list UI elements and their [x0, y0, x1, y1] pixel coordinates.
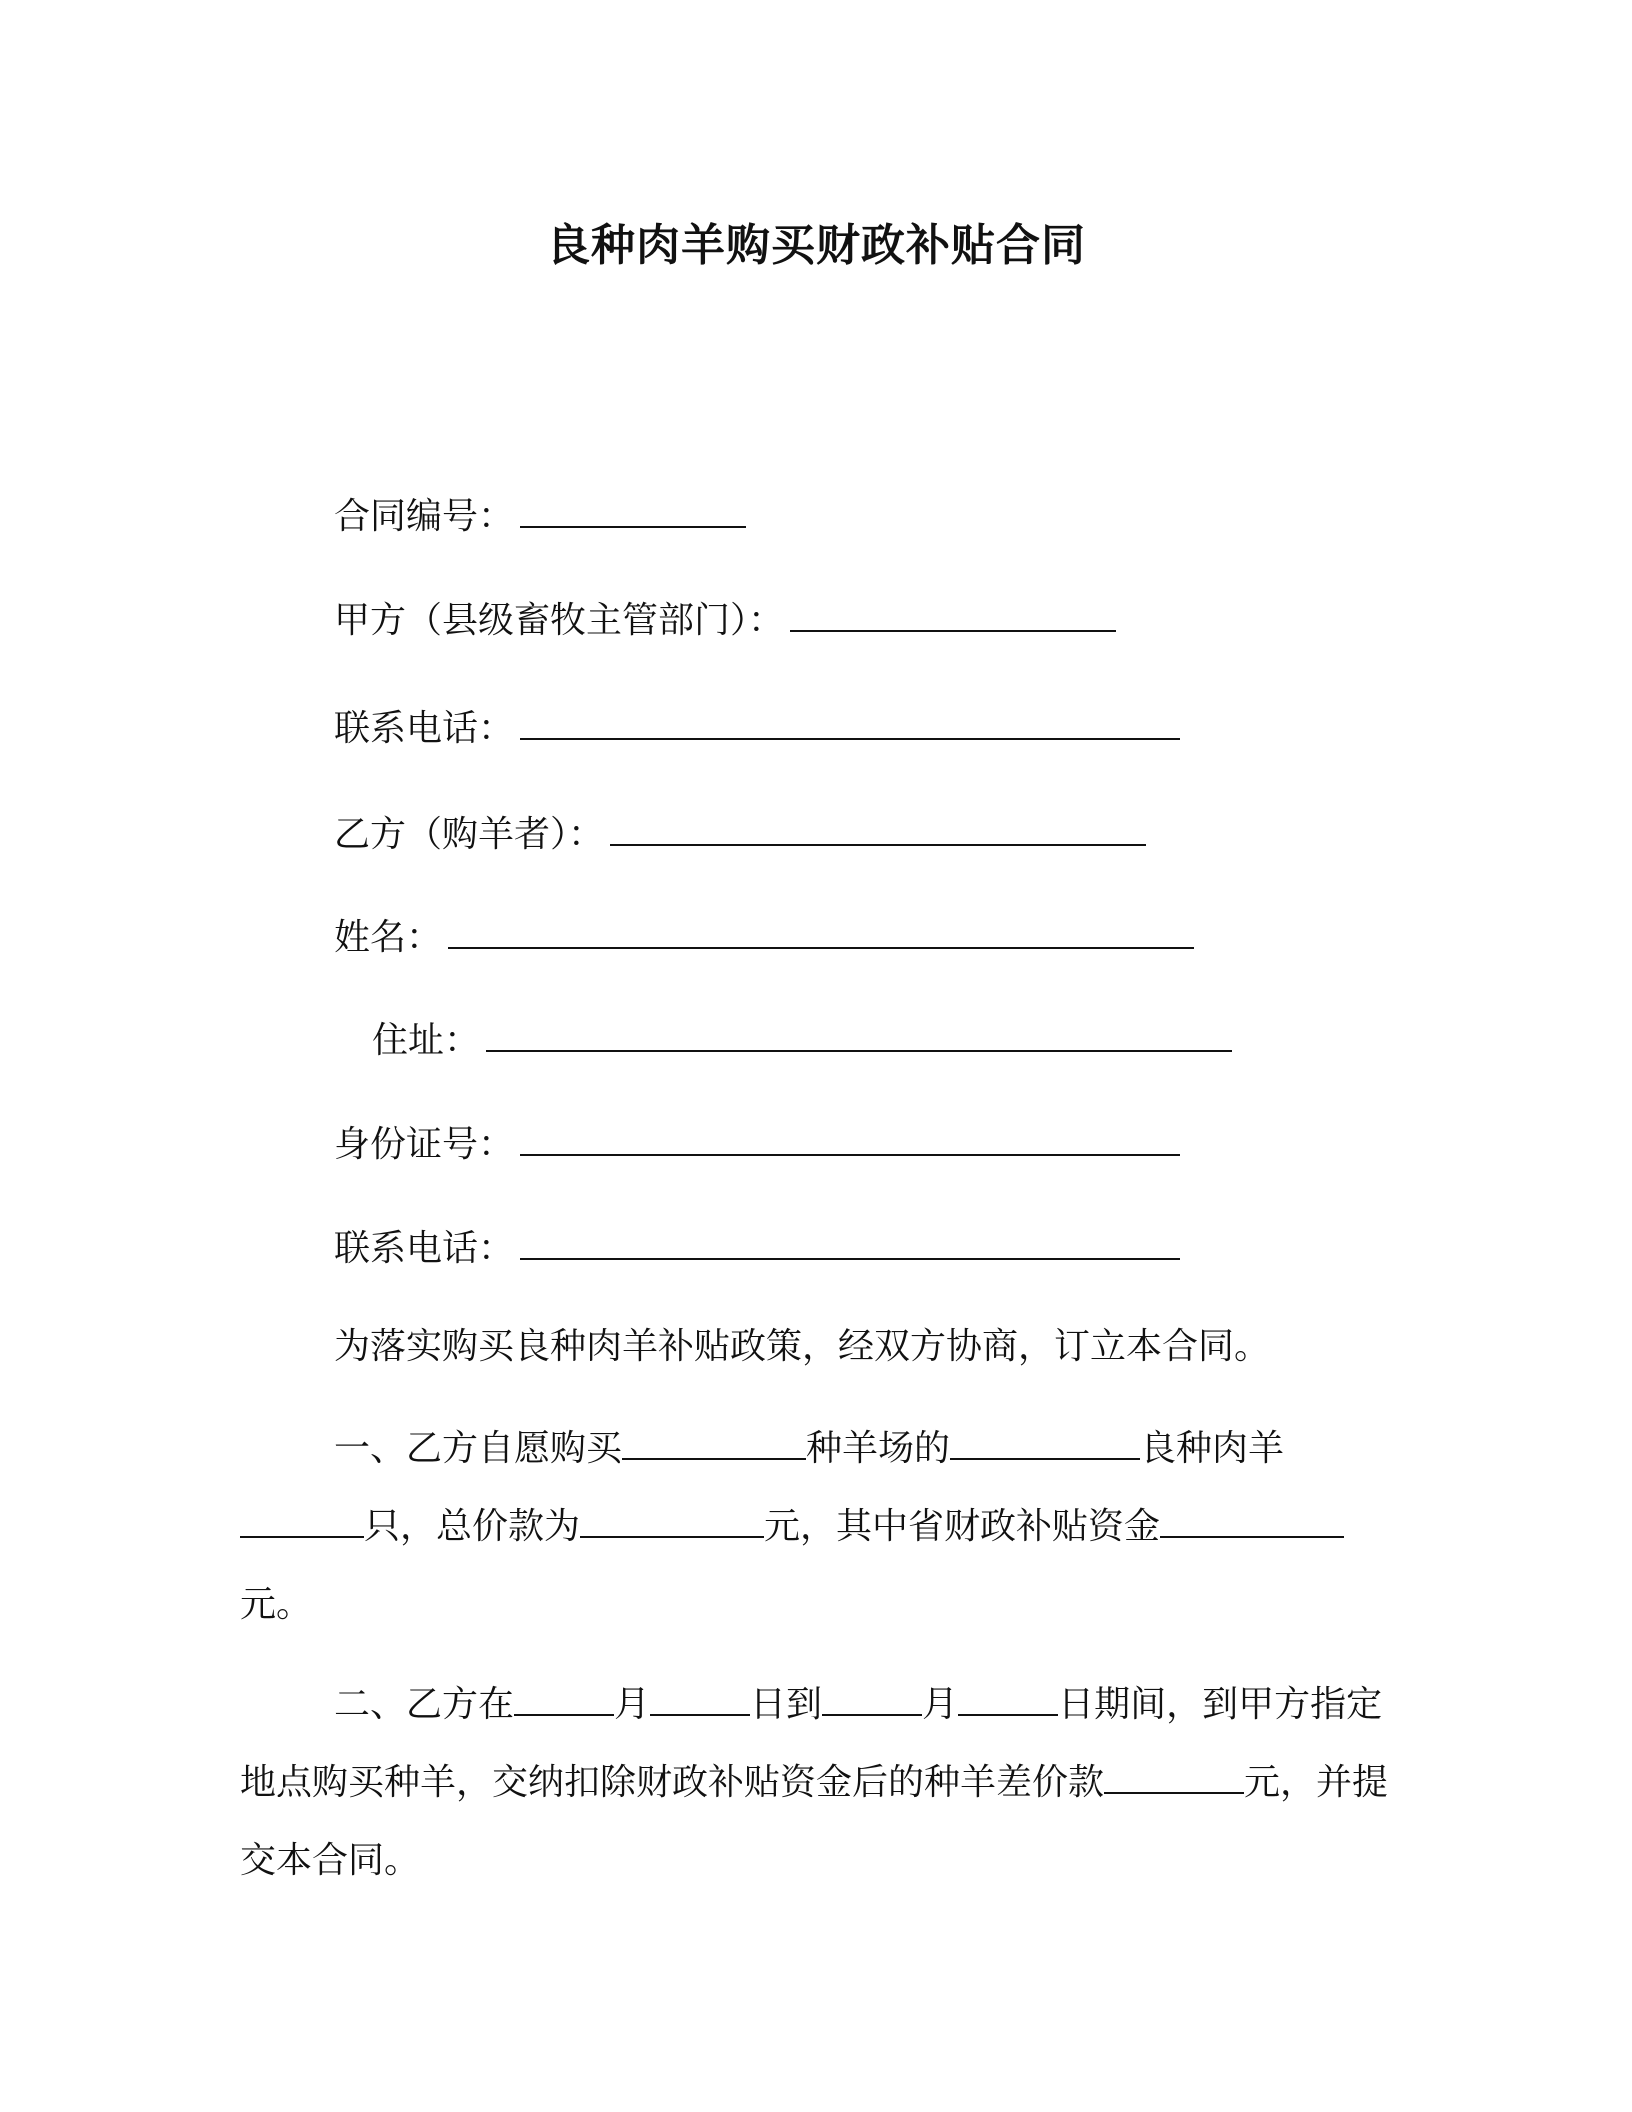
address-field	[372, 1016, 1232, 1066]
clause-one-text-4: 只，总价款为	[364, 1506, 581, 1547]
party-a-label: 甲方（县级畜牧主管部门）：	[334, 600, 785, 641]
party-a-blank[interactable]	[790, 596, 1116, 632]
name-label: 姓名：	[334, 917, 443, 958]
start-month-blank[interactable]	[514, 1682, 614, 1716]
balance-payment-blank[interactable]	[1104, 1760, 1244, 1794]
clause-one-text-6: 元。	[240, 1584, 313, 1625]
clause-two-text-4: 月	[922, 1684, 959, 1725]
clause-two-text-5: 日期间，到甲方指定地点购买种羊，交纳扣除财政补贴资金后的种羊差价款	[240, 1684, 1383, 1803]
clause-two-text-2: 月	[614, 1684, 651, 1725]
sheep-count-blank[interactable]	[240, 1504, 364, 1538]
clause-one-text-1: 一、乙方自愿购买	[334, 1428, 623, 1469]
party-b-phone-field	[334, 1224, 1180, 1274]
sheep-farm-blank[interactable]	[622, 1426, 806, 1460]
party-b-blank[interactable]	[610, 810, 1146, 846]
party-b-field	[334, 810, 1146, 860]
sheep-breed-blank[interactable]	[950, 1426, 1140, 1460]
id-number-label: 身份证号：	[334, 1124, 515, 1165]
id-number-blank[interactable]	[520, 1120, 1180, 1156]
address-blank[interactable]	[486, 1016, 1232, 1052]
end-day-blank[interactable]	[958, 1682, 1058, 1716]
start-day-blank[interactable]	[650, 1682, 750, 1716]
contract-number-blank[interactable]	[520, 492, 746, 528]
clause-two-text-3: 日到	[750, 1684, 823, 1725]
total-price-blank[interactable]	[580, 1504, 764, 1538]
party-a-phone-label: 联系电话：	[334, 708, 515, 749]
clause-two-text-6: 元，并提交本合同。	[240, 1762, 1389, 1881]
document-title: 良种肉羊购买财政补贴合同	[546, 220, 1086, 271]
party-a-field	[334, 596, 1116, 646]
contract-number-label: 合同编号：	[334, 496, 515, 537]
address-label: 住址：	[372, 1020, 481, 1061]
clause-one-text-3: 良种肉羊	[1140, 1428, 1285, 1469]
clause-two	[240, 1666, 1390, 1900]
name-blank[interactable]	[448, 913, 1194, 949]
contract-number-field	[334, 492, 746, 542]
party-b-label: 乙方（购羊者）：	[334, 814, 605, 855]
clause-two-text-1: 二、乙方在	[334, 1684, 515, 1725]
clause-one-text-5: 元，其中省财政补贴资金	[764, 1506, 1161, 1547]
clause-one-text-2: 种羊场的	[806, 1428, 951, 1469]
party-b-phone-blank[interactable]	[520, 1224, 1180, 1260]
party-a-phone-field	[334, 704, 1180, 754]
clause-one	[240, 1410, 1390, 1644]
end-month-blank[interactable]	[822, 1682, 922, 1716]
id-number-field	[334, 1120, 1180, 1170]
name-field	[334, 913, 1194, 963]
party-a-phone-blank[interactable]	[520, 704, 1180, 740]
subsidy-amount-blank[interactable]	[1160, 1504, 1344, 1538]
party-b-phone-label: 联系电话：	[334, 1228, 515, 1269]
intro-paragraph: 为落实购买良种肉羊补贴政策，经双方协商，订立本合同。	[334, 1326, 1271, 1367]
